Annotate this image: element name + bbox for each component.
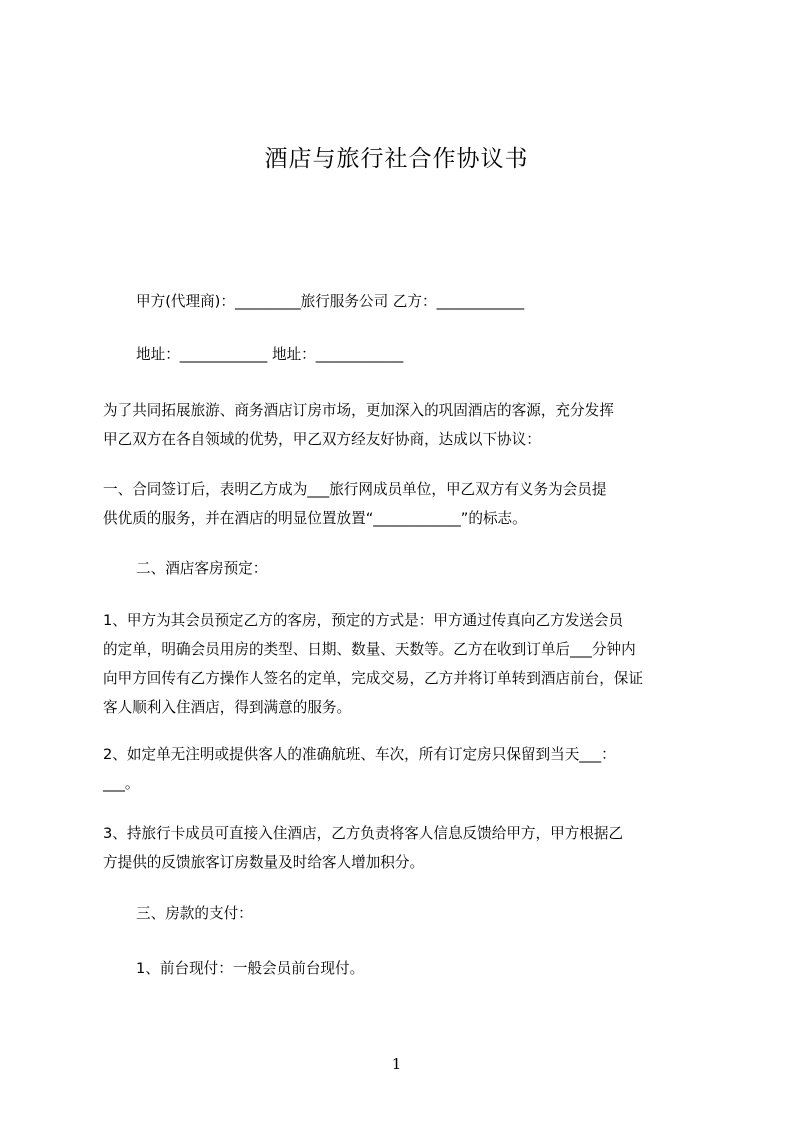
intro-paragraph (103, 396, 713, 454)
page-title: 酒店与旅行社合作协议书 (264, 146, 529, 172)
clause-1-paragraph (103, 475, 713, 533)
section-2-item-1-line: 的定单，明确会员用房的类型、日期、数量、天数等。乙方在收到订单后___分钟内 (103, 641, 636, 658)
section-2-heading: 二、酒店客房预定： (136, 560, 268, 577)
intro-line: 甲乙双方在各自领域的优势，甲乙双方经友好协商，达成以下协议： (103, 431, 541, 448)
section-3-item-1: 1、前台现付：一般会员前台现付。 (136, 960, 365, 977)
section-2-item-3-line: 3、持旅行卡成员可直接入住酒店，乙方负责将客人信息反馈给甲方，甲方根据乙 (103, 825, 624, 842)
section-2-item-2 (103, 740, 713, 798)
section-3-heading: 三、房款的支付： (136, 905, 253, 922)
section-2-item-2-line: 2、如定单无注明或提供客人的准确航班、车次，所有订定房只保留到当天___： (103, 746, 616, 763)
section-2-item-1-line: 客人顺利入住酒店，得到满意的服务。 (103, 699, 352, 716)
clause-1-line: 供优质的服务，并在酒店的明显位置放置“____________”的标志。 (103, 510, 527, 527)
section-2-item-1 (103, 606, 713, 722)
section-2-item-1-line: 1、甲方为其会员预定乙方的客房，预定的方式是：甲方通过传真向乙方发送会员 (103, 612, 624, 629)
section-2-item-3 (103, 819, 713, 877)
section-2-item-1-line: 向甲方回传有乙方操作人签名的定单，完成交易，乙方并将订单转到酒店前台，保证 (103, 670, 643, 687)
clause-1-line: 一、合同签订后，表明乙方成为___旅行网成员单位，甲乙双方有义务为会员提 (103, 481, 607, 498)
section-2-item-2-line: ___。 (103, 775, 140, 792)
parties-line: 甲方(代理商)：_________旅行服务公司 乙方：____________ (136, 293, 525, 310)
page-number: 1 (391, 1055, 402, 1073)
address-line: 地址：____________ 地址：____________ (136, 346, 404, 363)
intro-line: 为了共同拓展旅游、商务酒店订房市场，更加深入的巩固酒店的客源，充分发挥 (103, 402, 614, 419)
section-2-item-3-line: 方提供的反馈旅客订房数量及时给客人增加积分。 (103, 854, 425, 871)
